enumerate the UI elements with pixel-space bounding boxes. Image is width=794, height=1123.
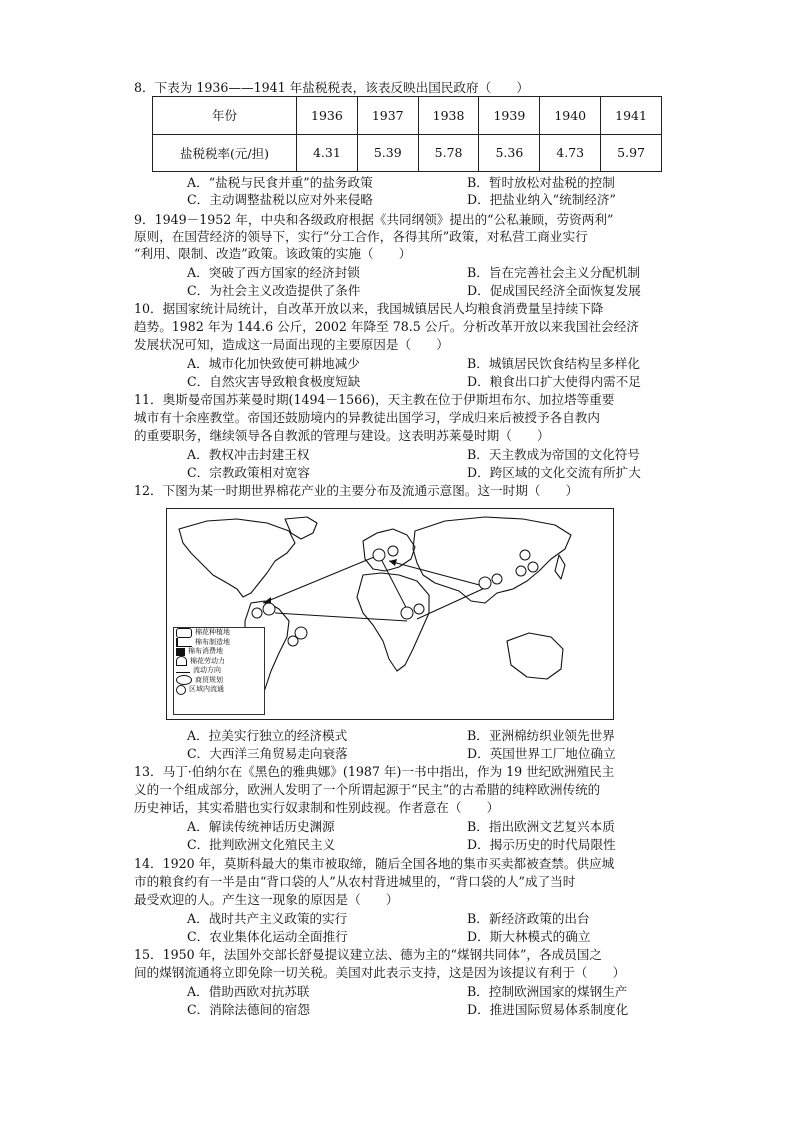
q15-option-d[interactable]: D．推进国际贸易体系制度化 bbox=[467, 1002, 629, 1017]
legend-item: 棉布消费地 bbox=[174, 647, 264, 657]
australia-outline bbox=[507, 633, 563, 679]
legend-item: 棉花种植地 bbox=[174, 628, 264, 638]
q11-line-3: 的重要职务，继续领导各自教派的管理与建设。这表明苏莱曼时期（ ） bbox=[134, 428, 550, 443]
q9-option-b[interactable]: B．旨在完善社会主义分配机制 bbox=[467, 265, 640, 280]
q11-option-b[interactable]: B．天主教成为帝国的文化符号 bbox=[467, 447, 640, 462]
map-symbol bbox=[288, 636, 298, 646]
q13-line-2: 义的一个组成部分，欧洲人发明了一个所谓起源于“民主”的古希腊的纯粹欧洲传统的 bbox=[134, 782, 601, 797]
q10-line-2: 趋势。1982 年为 144.6 公斤，2002 年降至 78.5 公斤。分析改革开放以来我国社会经济 bbox=[134, 319, 639, 334]
legend-item: 棉布制造地 bbox=[174, 638, 264, 648]
q12-option-c[interactable]: C．大西洋三角贸易走向衰落 bbox=[187, 746, 348, 761]
table-cell: 1939 bbox=[479, 97, 540, 135]
q15-line-1: 15．1950 年，法国外交部长舒曼提议建立法、德为主的“煤钢共同体”，各成员国之 bbox=[134, 947, 602, 962]
q9-line-2: 原则，在国营经济的领导下，实行“分工合作，各得其所”政策，对私营工商业实行 bbox=[134, 229, 588, 244]
table-cell: 1937 bbox=[357, 97, 418, 135]
q10-option-b[interactable]: B．城镇居民饮食结构呈多样化 bbox=[467, 356, 640, 371]
table-cell: 5.97 bbox=[601, 134, 662, 172]
table-cell: 4.31 bbox=[297, 134, 358, 172]
africa-outline bbox=[357, 573, 429, 671]
table-header-year: 年份 bbox=[153, 97, 297, 135]
cotton-field-icon bbox=[176, 628, 192, 638]
q15-option-c[interactable]: C．消除法德间的宿怨 bbox=[187, 1002, 310, 1017]
table-cell: 1936 bbox=[297, 97, 358, 135]
q12-stem: 12．下图为某一时期世界棉花产业的主要分布及流通示意图。这一时期（ ） bbox=[134, 483, 579, 498]
q8-option-a[interactable]: A．“盐税与民食并重”的盐务政策 bbox=[187, 175, 373, 190]
q9-line-1: 9．1949－1952 年，中央和各级政府根据《共同纲领》提出的“公私兼顾，劳资两利” bbox=[134, 212, 614, 227]
q13-option-c[interactable]: C．批判欧洲文化殖民主义 bbox=[187, 837, 336, 852]
q13-option-d[interactable]: D．揭示历史的时代局限性 bbox=[467, 837, 616, 852]
q10-line-1: 10．据国家统计局统计，自改革开放以来，我国城镇居民人均粮食消费量呈持续下降 bbox=[134, 301, 604, 316]
q11-line-2: 城市有十余座教堂。帝国还鼓励境内的异教徒出国学习，学成归来后被授予各自教内 bbox=[134, 410, 600, 425]
table-cell: 5.36 bbox=[479, 134, 540, 172]
arrow-icon bbox=[176, 668, 190, 673]
q12-option-b[interactable]: B．亚洲棉纺织业领先世界 bbox=[467, 728, 615, 743]
q9-option-c[interactable]: C．为社会主义改造提供了条件 bbox=[187, 283, 361, 298]
q10-option-c[interactable]: C．自然灾害导致粮食极度短缺 bbox=[187, 374, 361, 389]
map-symbol bbox=[516, 566, 526, 576]
north-america-outline bbox=[179, 519, 295, 597]
q12-option-a[interactable]: A．拉美实行独立的经济模式 bbox=[187, 728, 348, 743]
map-legend bbox=[173, 627, 265, 715]
q14-option-d[interactable]: D．斯大林模式的确立 bbox=[467, 929, 591, 944]
q15-line-2: 间的煤钢流通将立即免除一切关税。美国对此表示支持，这是因为该提议有利于（ ） bbox=[134, 965, 626, 980]
q9-line-3: “利用、限制、改造”政策。该政策的实施（ ） bbox=[134, 246, 412, 261]
ellipse-icon bbox=[176, 675, 192, 685]
table-cell: 5.39 bbox=[357, 134, 418, 172]
table-cell: 4.73 bbox=[540, 134, 601, 172]
q14-line-2: 市的粮食约有一半是由“背口袋的人”从农村背进城里的，“背口袋的人”成了当时 bbox=[134, 874, 576, 889]
q8-option-b[interactable]: B．暂时放松对盐税的控制 bbox=[467, 175, 615, 190]
q13-option-b[interactable]: B．指出欧洲文艺复兴本质 bbox=[467, 819, 615, 834]
q14-option-a[interactable]: A．战时共产主义政策的实行 bbox=[187, 911, 348, 926]
table-header-rate: 盐税税率(元/担) bbox=[153, 134, 297, 172]
q14-line-1: 14．1920 年，莫斯科最大的集市被取缔，随后全国各地的集市买卖都被查禁。供应城 bbox=[134, 856, 615, 871]
map-symbol bbox=[373, 549, 385, 561]
table-cell: 1940 bbox=[540, 97, 601, 135]
greenland-outline bbox=[285, 517, 317, 539]
map-symbol bbox=[479, 577, 491, 589]
q9-option-d[interactable]: D．促成国民经济全面恢复发展 bbox=[467, 283, 641, 298]
map-symbol bbox=[388, 546, 398, 556]
q14-line-3: 最受欢迎的人。产生这一现象的原因是（ ） bbox=[134, 892, 399, 907]
q11-line-1: 11．奥斯曼帝国苏莱曼时期(1494－1566)，天主教在位于伊斯坦布尔、加拉塔等重要 bbox=[134, 392, 615, 407]
q8-option-c[interactable]: C．主动调整盐税以应对外来侵略 bbox=[187, 192, 373, 207]
table-row bbox=[153, 97, 662, 135]
world-cotton-map bbox=[166, 508, 614, 720]
q14-option-b[interactable]: B．新经济政策的出台 bbox=[467, 911, 590, 926]
map-symbol bbox=[528, 562, 538, 572]
q15-option-a[interactable]: A．借助西欧对抗苏联 bbox=[187, 984, 310, 999]
legend-item: 流动方向 bbox=[174, 666, 264, 676]
table-cell: 1938 bbox=[418, 97, 479, 135]
shirt-icon bbox=[176, 648, 185, 656]
map-symbol bbox=[492, 574, 502, 584]
legend-item: 商贸规划 bbox=[174, 676, 264, 686]
factory-icon bbox=[176, 638, 192, 647]
table-cell: 5.78 bbox=[418, 134, 479, 172]
arrow-head bbox=[389, 559, 397, 566]
map-symbol bbox=[401, 607, 413, 619]
legend-item: 棉花劳动力 bbox=[174, 657, 264, 667]
flow-arrow bbox=[417, 587, 487, 619]
map-symbol bbox=[520, 550, 530, 560]
map-symbol bbox=[252, 608, 262, 618]
q13-line-1: 13．马丁·伯纳尔在《黑色的雅典娜》(1987 年)一书中指出，作为 19 世纪欧洲殖民主 bbox=[134, 764, 615, 779]
q10-option-a[interactable]: A．城市化加快致使可耕地减少 bbox=[187, 356, 360, 371]
table-cell: 1941 bbox=[601, 97, 662, 135]
q9-option-a[interactable]: A．突破了西方国家的经济封锁 bbox=[187, 265, 360, 280]
q15-option-b[interactable]: B．控制欧洲国家的煤钢生产 bbox=[467, 984, 628, 999]
q14-option-c[interactable]: C．农业集体化运动全面推行 bbox=[187, 929, 348, 944]
worker-icon bbox=[176, 656, 187, 666]
q10-line-3: 发展状况可知，造成这一局面出现的主要原因是（ ） bbox=[134, 337, 449, 352]
map-symbol bbox=[263, 603, 275, 615]
q10-option-d[interactable]: D．粮食出口扩大使得内需不足 bbox=[467, 374, 641, 389]
q13-option-a[interactable]: A．解读传统神话历史渊源 bbox=[187, 819, 335, 834]
table-row bbox=[153, 134, 662, 172]
q8-option-d[interactable]: D．把盐业纳入“统制经济” bbox=[467, 192, 616, 207]
q11-option-a[interactable]: A．教权冲击封建王权 bbox=[187, 447, 310, 462]
circle-cluster-icon bbox=[176, 685, 186, 695]
flow-arrow bbox=[389, 561, 487, 587]
map-symbol bbox=[414, 604, 424, 614]
japan-outline bbox=[555, 555, 565, 579]
q8-stem: 8．下表为 1936——1941 年盐税税表，该表反映出国民政府（ ） bbox=[134, 80, 529, 95]
legend-item: 区域内流通 bbox=[174, 685, 264, 695]
q12-option-d[interactable]: D．英国世界工厂地位确立 bbox=[467, 746, 616, 761]
q11-option-d[interactable]: D．跨区域的文化交流有所扩大 bbox=[467, 465, 641, 480]
salt-tax-table bbox=[152, 96, 662, 172]
q13-line-3: 历史神话，其实希腊也实行奴隶制和性别歧视。作者意在（ ） bbox=[134, 800, 500, 815]
asia-outline bbox=[413, 517, 571, 603]
q11-option-c[interactable]: C．宗教政策相对宽容 bbox=[187, 465, 310, 480]
flow-arrow bbox=[275, 613, 407, 621]
